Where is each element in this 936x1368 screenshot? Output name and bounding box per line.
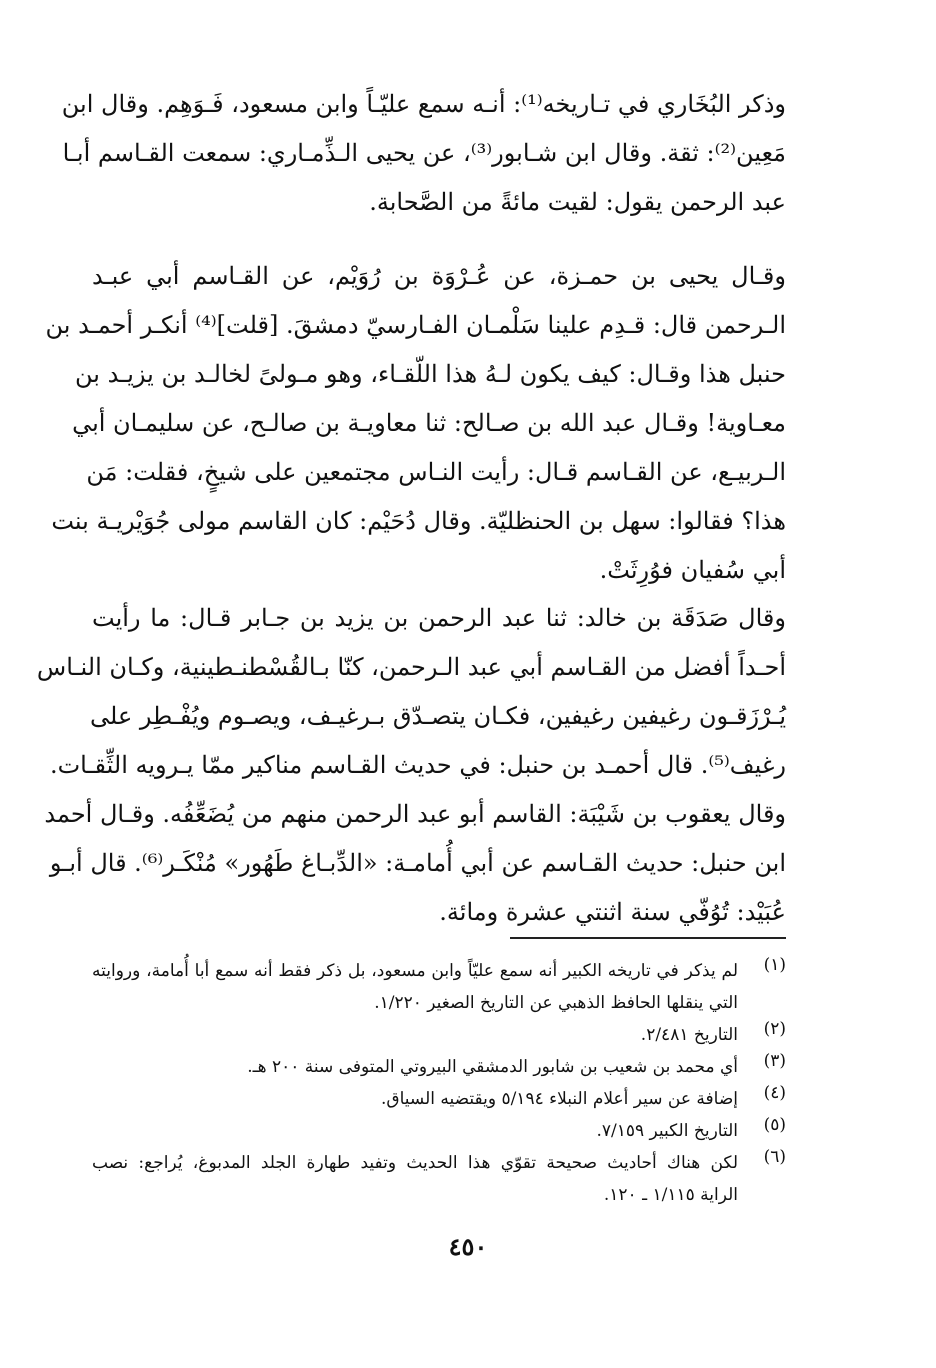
text-line: يُـرْزَقـون رغيفين رغيفين، فكـان يتصـدّق بـرغيـف، ويصـوم ويُفْـطِر على bbox=[90, 702, 786, 730]
footnote-line: التاريخ ٢/٤٨١. bbox=[640, 1025, 738, 1045]
footnote-line: الراية ١/١١٥ ـ ١٢٠. bbox=[603, 1185, 738, 1205]
footnote-line: التي ينقلها الحافظ الذهبي عن التاريخ الصغير ١/٢٢٠. bbox=[374, 993, 738, 1013]
footnote-line: التاريخ الكبير ٧/١٥٩. bbox=[596, 1121, 738, 1141]
text-line: الـرحمن قال: قـدِم علينا سَلْمـان الفـارسيّ دمشقَ. [قلت]⁽⁴⁾ أنكـر أحمـد بن bbox=[45, 311, 786, 339]
text-line: أحـداً أفضل من القـاسم أبي عبد الـرحمن، كنّا بـالقُسْطنـطينية، وكـان النـاس bbox=[36, 653, 786, 681]
footnote-5 bbox=[92, 1115, 786, 1147]
footnote-6 bbox=[92, 1147, 786, 1211]
footnote-line: لم يذكر في تاريخه الكبير أنه سمع عليّاً وابن مسعود، بل ذكر فقط أنه سمع أبا أُمامة، وروايته bbox=[92, 961, 738, 981]
text-line: وقال يعقوب بن شَيْبَة: القاسم أبو عبد الرحمن منهم من يُضَعِّفُه. وقـال أحمد bbox=[44, 800, 786, 828]
text-line: الـربيـع، عن القـاسم قـال: رأيت النـاس مجتمعين على شيخٍ، فقلت: مَن bbox=[86, 458, 786, 486]
footnote-number: (٥) bbox=[763, 1115, 786, 1135]
footnote-4 bbox=[92, 1083, 786, 1115]
paragraph bbox=[36, 594, 786, 937]
footnote-number: (٢) bbox=[763, 1019, 786, 1039]
paragraph bbox=[45, 252, 786, 595]
text-line: ابن حنبل: حديث القـاسم عن أبي أُمامـة: «الدِّبـاغ طَهُور» مُنْكَـر⁽⁶⁾. قال أبـو bbox=[49, 849, 786, 877]
footnote-number: (٣) bbox=[763, 1051, 786, 1071]
text-line: هذا؟ فقالوا: سهل بن الحنظليّة. وقال دُحَيْم: كان القاسم مولى جُوَيْريـة بنت bbox=[51, 507, 786, 535]
text-line: معـاوية! وقـال عبد الله بن صـالح: ثنا معاويـة بن صالـح، عن سليمـان أبي bbox=[72, 409, 786, 437]
footnote-number: (٦) bbox=[763, 1147, 786, 1167]
footnote-line: لكن هناك أحاديث صحيحة تقوّي هذا الحديث وتفيد طهارة الجلد المدبوغ، يُراجع: نصب bbox=[92, 1153, 738, 1173]
text-line: وقـال يحيى بن حمـزة، عن عُـرْوَة بن رُوَيْم، عن القـاسم أبي عبـد bbox=[92, 262, 786, 290]
text-line: عبد الرحمن يقول: لقيت مائةً من الصَّحابة. bbox=[369, 188, 786, 216]
footnote-line: أي محمد بن شعيب بن شابور الدمشقي البيروتي المتوفى سنة ٢٠٠ هـ. bbox=[247, 1057, 738, 1077]
paragraph bbox=[61, 80, 786, 227]
footnote-2 bbox=[92, 1019, 786, 1051]
footnote-3 bbox=[92, 1051, 786, 1083]
text-line: رغيف⁽⁵⁾. قال أحمـد بن حنبل: في حديث القـاسم مناكير ممّا يـرويه الثِّقـات. bbox=[49, 751, 786, 779]
footnote-line: إضافة عن سير أعلام النبلاء ٥/١٩٤ ويقتضيه السياق. bbox=[381, 1089, 738, 1109]
footnote-divider bbox=[510, 937, 786, 939]
footnote-1 bbox=[92, 955, 786, 1019]
text-line: عُبَيْد: تُوُفّي سنة اثنتي عشرة ومائة. bbox=[439, 898, 786, 926]
footnotes bbox=[92, 955, 786, 1211]
text-line: وقال صَدَقَة بن خالد: ثنا عبد الرحمن بن يزيد بن جـابر قـال: ما رأيت bbox=[92, 604, 786, 632]
page-number: ٤٥٠ bbox=[448, 1232, 488, 1261]
footnote-number: (٤) bbox=[763, 1083, 786, 1103]
footnote-number: (١) bbox=[763, 955, 786, 975]
text-line: حنبل هذا وقـال: كيف يكون لـهُ هذا اللّقـاء، وهو مـولىً لخالـد بن يزيـد بن bbox=[75, 360, 786, 388]
text-line: وذكر البُخَاري في تـاريخه⁽¹⁾: أنـه سمع عليّـاً وابن مسعود، فَـوَهِم. وقال ابن bbox=[61, 90, 786, 118]
text-line: أبي سُفيان فوُرِثَتْ. bbox=[599, 556, 786, 584]
text-line: مَعِين⁽²⁾: ثقة. وقال ابن شـابور⁽³⁾، عن يحيى الـذِّمـاري: سمعت القـاسم أبـا bbox=[62, 139, 786, 167]
